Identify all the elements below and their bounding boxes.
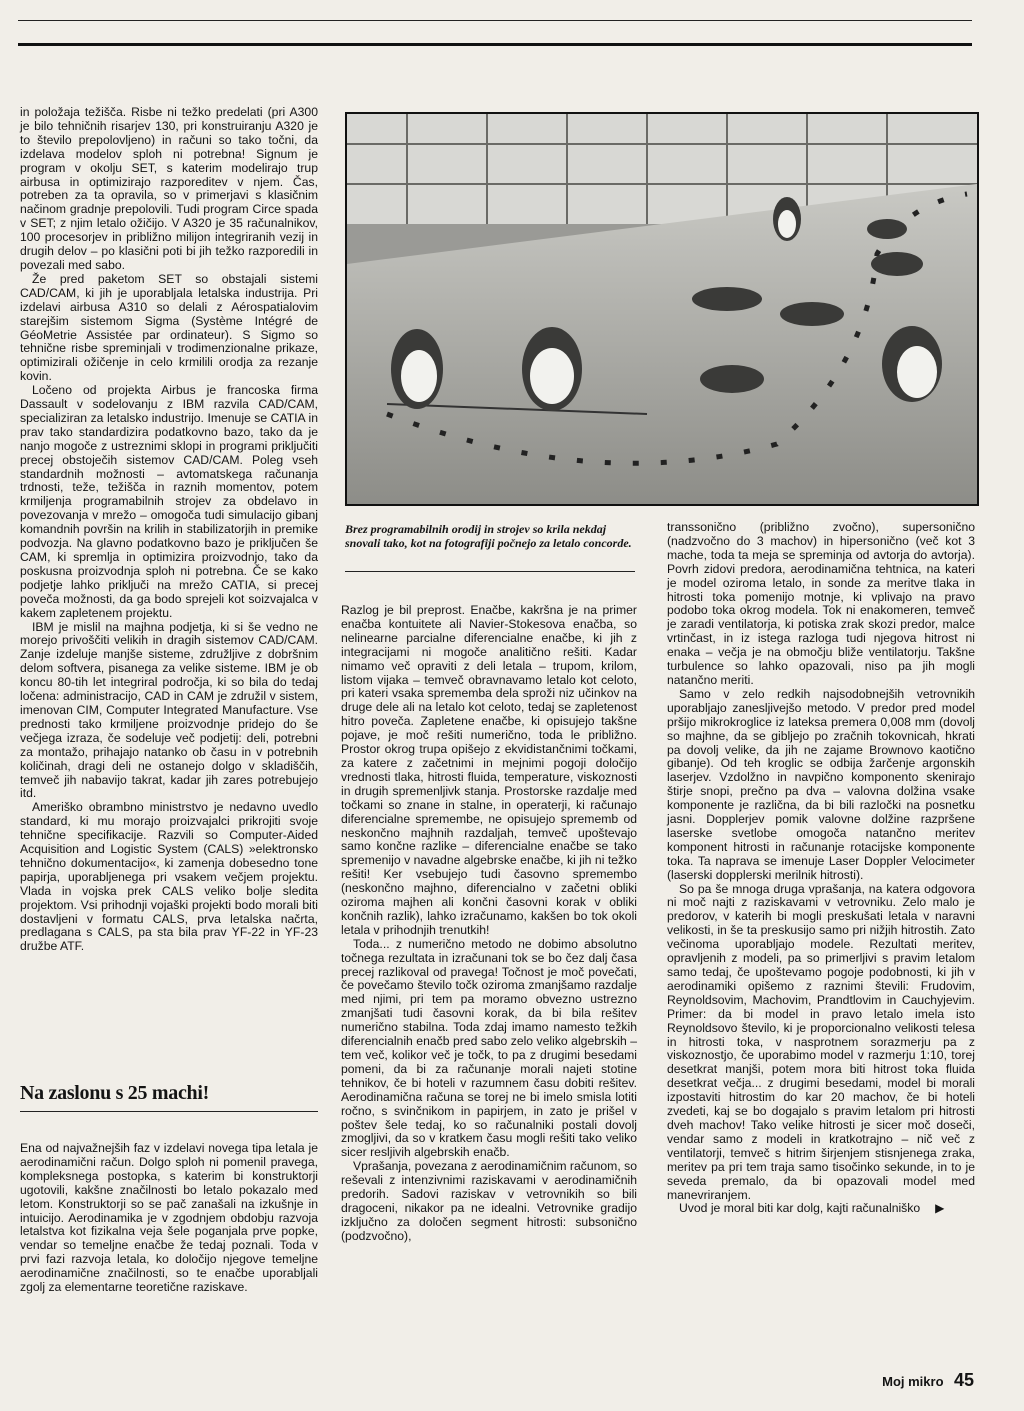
paragraph: So pa še mnoga druga vprašanja, na katera odgovora ni moč najti z raziskavami v vetrovniku. Zelo malo je predorov, v katerih bi mogli preskušati letala v naravni velikosti, in še ta preskusijo samo pri nižjih hitrostih. Zato večinoma uporabljajo modele. Rezultati meritev, opravljenih z modeli, pa so primerljivi s pravim letalom samo tedaj, če upoštevamo pogoje podobnosti, ki jih v aerodinamiki opišemo z raznimi števili: Frudovim, Reynoldsovim, Machovim, Prandtlovim in Cauchyjevim. Primer: da bi model in pravo letalo imela isto Reynoldsovo število, ki je proporcionalno velikosti telesa in hitrosti toka, v nasprotnem sorazmerju pa z viskoznostjo, če uporabimo model v razmerju 1:10, torej desetkrat manjši, potem mora biti hitrost toka fluida desetkrat večja... z drugimi besedami, model bi morali izpostaviti hitrostim do kar 20 machov, če bi hoteli zvedeti, kaj se bo dogajalo s pravim letalom pri hitrosti dveh machov! Tako velike hitrosti je sicer moč doseči, vendar samo z modeli in kratkotrajno – nič več z ventilatorji, temveč s hitrim širjenjem stisnjenega zraka, meritev pa pri tem traja samo tisočinko sekunde, in to je seveda premalo, da bi opazovali model med manevriranjem. [667,881,975,1202]
paragraph: Toda... z numerično metodo ne dobimo absolutno točnega rezultata in izračunani tok se bo čez dalj časa precej razlikoval od pravega! Točnost je moč povečati, če povečamo število točk oziroma zmanjšamo razdalje med njimi, pri tem pa moramo obvezno ustrezno zmanjšati tudi časovni korak, da bi bila rešitev numerično stabilna. Toda zdaj imamo namesto težkih diferencialnih enačb pred sabo zelo veliko algebrskih – tem več, kolikor več je točk, to pa z drugimi besedami pomeni, da bi za računanje morali najeti stotine tehnikov, če bi hoteli v razumnem času dobiti rešitev. Aerodinamična računa se torej ne bi imelo smisla lotiti ročno, s svinčnikom in papirjem, in zato je prišel v poštev šele tedaj, ko so računalniki postali dovolj zmogljivi, da so v kratkem času mogli rešiti tako veliko sicer resljivih algebrskih enačb. [341,936,637,1160]
column-left-lower [20,1142,318,1295]
photo-caption: Brez programabilnih orodij in strojev so krila nekdaj snovali tako, kot na fotografiji počnejo za letalo concorde. [345,522,632,550]
paragraph: in položaja težišča. Risbe ni težko predelati (pri A300 je bilo tehničnih risarjev 130, pri konstruiranju A320 je to število prepolovljeno) in računi so tako točni, da izdelava modelov sploh ni potrebna! Signum je program v okolju SET, s katerim modelirajo trup airbusa in optimizirajo razporeditev v njem. Čas, potreben za ta opravila, so v primerjavi s klasičnim načinom gradnje prepolovili. Tudi program Circe spada v SET; z njim letalo ožičijo. V A320 je 35 računalnikov, 100 procesorjev in približno milijon integriranih vezij in drugih delov – po klasični poti bi jih težko razporedili in povezali med sabo. [20,105,318,272]
paragraph: Ločeno od projekta Airbus je francoska firma Dassault v sodelovanju z IBM razvila CAD/CAM, specializiran za letalsko industrijo. Imenuje se CATIA in prav tako standardizira podatkovno bazo, tako da je nanjo mogoče z ustreznimi sklopi in programi priključiti precej obstoječih sistemov CAD/CAM. Poleg vseh standardnih možnosti – avtomatskega računanja trdnosti, teže, težišča in raznih momentov, potem krmiljenja programabilnih strojev za obdelavo in povezovanja v mrežo – omogoča tudi simulacijo gibanj komandnih površin na krilih in stabilizatorjih in premike podvozja. Na glavno podatkovno bazo je priključen še CAM, ki spremlja in optimizira proizvodnjo, tako da poskusna proizvodnja sploh ni potrebna. Če se kako podjetje lahko priključi na mrežo CATIA, si precej poveča možnosti, da ga bodo sprejeli kot soizvajalca v kakem zapletenem projektu. [20,383,318,620]
continue-arrow-icon: ▶ [935,1201,945,1216]
paragraph: Vprašanja, povezana z aerodinamičnim računom, so reševali z intenzivnimi raziskavami v aerodinamičnih predorih. Sadovi raziskav v vetrovnikih so bili dragoceni, nikakor pa ne idealni. Vetrovnike gradijo izključno za določen segment hitrosti: subsonično (podzvočno), [341,1159,637,1243]
caption-rule [345,571,635,572]
column-left [20,106,318,954]
paragraph: Že pred paketom SET so obstajali sistemi CAD/CAM, ki jih je uporabljala letalska industrija. Pri izdelavi airbusa A310 so delali z Aérospatialovim starejšim sistemom Sigma (Système Intégré de GéoMetrie Assistée par ordinateur). S Sigmo so tehnične risbe spreminjali v trodimenzionalne prikaze, optimizirali ožičenje in celo krmilili orodja za rezanje kovin. [20,271,318,384]
paragraph: IBM je mislil na majhna podjetja, ki si še vedno ne morejo privoščiti velikih in dragih sistemov CAD/CAM. Zanje izdeluje manjše sisteme, združljive z dobršnim delom softvera, pisanega za velike sisteme. IBM je ob koncu 80-tih let integriral področja, ki so bila do tedaj ločena: administracijo, CAD in CAM je združil v sistem, imenovan CIM, Computer Integrated Manufacture. Vse prednosti tako krmiljene proizvodnje pridejo do še večjega izraza, če sodeluje več podjetij: deli, potrebni za montažo, prihajajo natanko ob času in v potrebnih količinah, dragi deli ne ostanejo dolgo v skladiščih, temveč jih nabavijo takrat, kadar jih zares potrebujejo itd. [20,619,318,801]
paragraph: Ena od najvažnejših faz v izdelavi novega tipa letala je aerodinamični račun. Dolgo sploh ni pomenil pravega, kompleksnega postopka, s katerim bi konstruktorji ugotovili, kakšne značilnosti bo letalo pokazalo med letom. Konstruktorji so se pač zanašali na izkušnje in intuicijo. Aerodinamika je v zgodnjem obdobju razvoja letalstva kot fizikalna veja šele poganjala prve popke, vendar so temeljne enačbe že tedaj poznali. Toda v prvi fazi razvoja letala, ko določijo njegove temeljne aerodinamične značilnosti, so te enačbe uporabljali zgolj za elementarne teoretične raziskave. [20,1141,318,1295]
paragraph-last [667,1202,975,1216]
paragraph: Ameriško obrambno ministrstvo je nedavno uvedlo standard, ki mu morajo proizvajalci prikrojiti svoje tehnične specifikacije. Razvili so Computer-Aided Acquisition and Logistic System (CALS) »elektronsko tehnično dokumentacijo«, ki zamenja dobesedno tone papirja, uporabljenega pri vsakem večjem projektu. Vlada in vojska prek CALS veliko bolje sledita projektom. Vsi prihodnji vojaški projekti bodo morali biti dostavljeni v formatu CALS, prva letalska načrta, predlagana s CALS, pa sta bila prav YF-22 in YF-23 družbe ATF. [20,800,318,954]
paragraph: transsonično (približno zvočno), supersonično (nadzvočno do 3 machov) in hipersonično (več kot 3 mache, toda ta meja se spreminja od avtorja do avtorja). Povrh zidovi predora, aerodinamična tehtnica, na kateri je model oziroma letalo, in sonde za meritve tlaka in hitrosti toka pomenijo motnje, ki vplivajo na pravo podobo toka okrog modela. Tok ni enakomeren, temveč je zaradi ventilatorja, ki potiska zrak skozi predor, malce vrtinčast, in iz istega razloga tudi njegova hitrost ni enaka – večja je na območju bliže ventilatorju. Takšne turbulence so lahko opazovali, niso pa jih mogli natančno meriti. [667,520,975,687]
section-heading: Na zaslonu s 25 machi! [20,1082,318,1112]
column-right [667,521,975,1216]
paragraph: Samo v zelo redkih najsodobnejših vetrovnikih uporabljajo zanesljivejšo metodo. V predor pred model pršijo mikrokroglice iz lateksa premera 0,008 mm (dovolj so majhne, da se gibljejo po zračnih tokovnicah, hkrati pa dovolj velike, da jih ne zajame Brownovo kaotično gibanje). Od teh kroglic se odbija žarčenje argonskih laserjev. Vzdolžno in navpično komponento skenirajo štirje snopi, prečno pa dva – valovna dolžina vsake komponente je različna, da bi bili razločki na posnetku jasni. Dopplerjev pomik valovne dolžine razpršene laserske svetlobe omogoča natančno meritev komponent hitrosti in računanje rotacijske komponente toka. Ta naprava se imenuje Laser Doppler Velocimeter (laserski dopplerski merilnik hitrosti). [667,686,975,882]
top-rule-thin [18,20,972,21]
photo-illustration [347,114,977,504]
page-footer [882,1370,974,1391]
magazine-name: Moj mikro [882,1374,944,1389]
column-middle [341,604,637,1244]
paragraph: Razlog je bil preprost. Enačbe, kakršna je na primer enačba kontuitete ali Navier-Stokesova enačba, so nelinearne parcialne diferencialne enačbe, ki jih z integracijami ni mogoče analitično rešiti. Kadar nimamo več opraviti z deli letala – trupom, krilom, listom vijaka – temveč obravnavamo letalo kot celoto, pri kateri vsaka sprememba dela sproži niz učinkov na druge dele ali na letalo kot celoto, tedaj se zapletenost hitro poveča. Zapletene enačbe, ki opisujejo takšne pojave, je moč rešiti numerično, toda le približno. Prostor okrog trupa opišejo z ekvidistančnimi točkami, za katere z začetnimi in mejnimi pogoji določijo vrednosti tlaka, hitrosti fluida, temperature, viskoznosti in drugih spremenljivk stanja. Prostorske razdalje med točkami so znane in stalne, in operaterji, ki računajo diferencialne spremembe, ne opisujejo sprememb od neskončno majhnih razdaljah, temveč upoštevajo samo končne razlike – diferencialne enačbe se tako spremenijo v navadne algebrske enačbe, ki jih ni težko rešiti! Ker vsebujejo tudi časovno spremembo (neskončno majhno, diferencialno v začetni obliki oziroma majhen ali končni časovni korak v obliki končnih razlik), lahko izračunamo, kakšen bo tok okoli letala v prihodnjih trenutkih! [341,603,637,937]
paragraph-text: Uvod je moral biti kar dolg, kajti računalniško [679,1201,921,1216]
page-number: 45 [953,1370,974,1390]
photo-wing-drafting-floor [345,112,979,506]
top-rule-thick [18,43,972,46]
